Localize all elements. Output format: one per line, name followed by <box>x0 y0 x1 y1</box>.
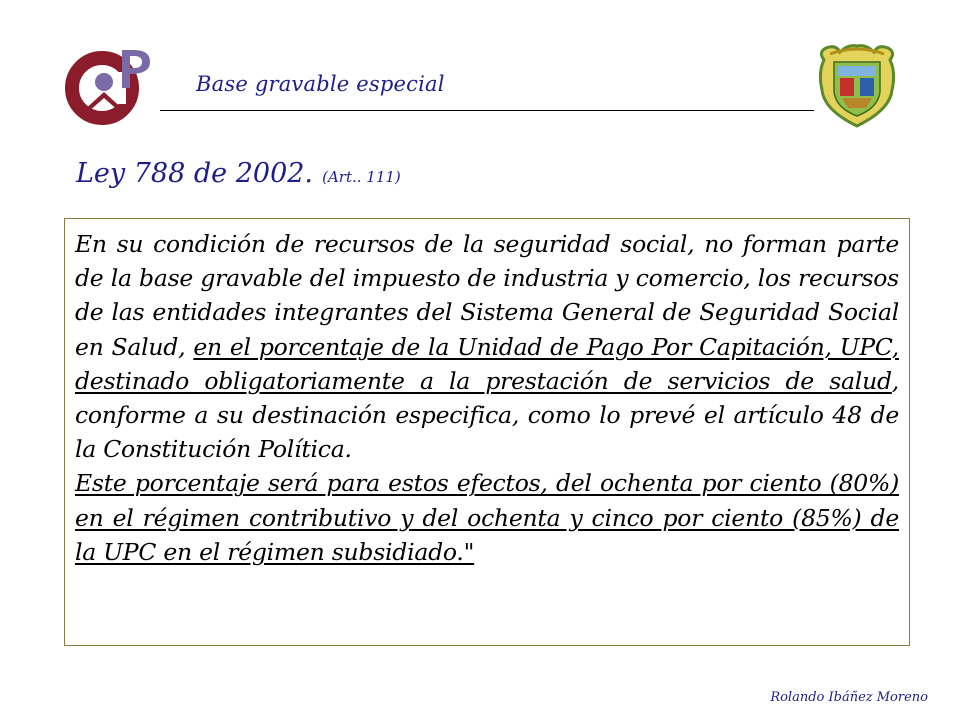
law-article: (Art.. 111) <box>322 168 401 186</box>
paragraph-1-text-start: En su condición de recursos de la seguridad social, no forman parte de la base gravable del impuesto de industria y comercio, los recursos de las entidades integrantes del Sistema General de Seguridad Social en Salud, <box>75 230 899 361</box>
header-divider <box>160 110 814 111</box>
municipal-coat-of-arms-icon <box>816 42 898 128</box>
law-paragraph-2: Este porcentaje será para estos efectos, del ochenta por ciento (80%) en el régimen contributivo y del ochenta y cinco por ciento (85%) de la UPC en el régimen subsidiado." <box>75 469 899 566</box>
law-title: Ley 788 de 2002. <box>76 158 314 189</box>
paragraph-1-text-end: , conforme a su destinación especifica, como lo prevé el artículo 48 de la Constitución Política. <box>75 366 899 464</box>
author-footer: Rolando Ibáñez Moreno <box>770 690 928 705</box>
slide-header-title: Base gravable especial <box>196 72 445 96</box>
law-text-box <box>64 218 910 646</box>
law-reference-title <box>76 158 401 189</box>
paragraph-1-underlined-text: en el porcentaje de la Unidad de Pago Por Capitación, UPC, destinado obligatoriamente a la prestación de servicios de salud <box>75 332 899 395</box>
law-paragraph-1 <box>75 227 899 466</box>
cdp-logo-icon <box>64 42 156 128</box>
